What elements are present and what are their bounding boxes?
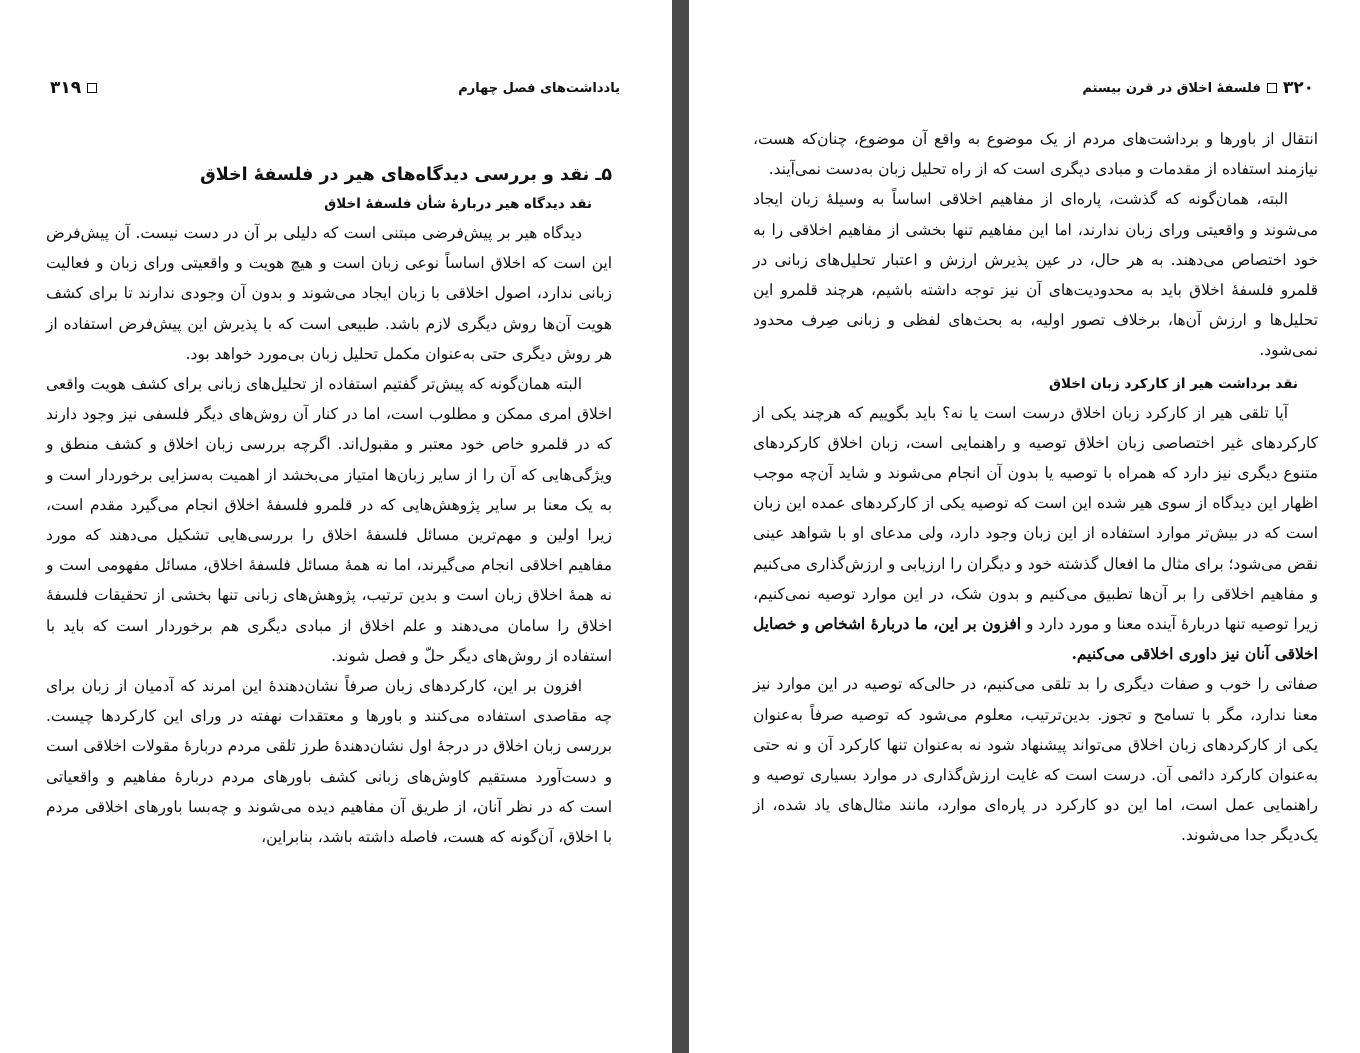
paragraph: انتقال از باورها و برداشت‌های مردم از یک موضوع به واقع آن موضوع، چنان‌که هست، نیازمند استفاده از مقدمات و مبادی دیگری است که از راه تحلیل زبان به‌دست نمی‌آیند. xyxy=(753,130,1318,179)
square-ornament-icon xyxy=(1267,83,1277,93)
book-gutter xyxy=(672,0,689,1053)
right-page xyxy=(689,0,1360,1053)
paragraph-text: آیا تلقی هیر از کارکرد زبان اخلاق درست است یا نه؟ باید بگوییم که هرچند یکی از کارکردهای غیر اختصاصی زبان اخلاق توصیه و راهنمایی است، زبان اخلاق کارکردهای متنوع دیگری نیز دارد که همراه با توصیه یا بدون آن انجام می‌شوند و شاید آن‌چه موجب اظهار این دیدگاه از سوی هیر شده این است که توصیه یکی از کارکردهای عمده این زبان است که در بیش‌تر موارد استفاده از این زبان وجود دارد، ولی مدعای او با شواهد عینی نقض می‌شود؛ برای مثال ما افعال گذشته خود و دیگران را ارزیابی و ارزش‌گذاری می‌کنیم و مفاهیم اخلاقی را بر آن‌ها تطبیق می‌کنیم و بدون شک، در این موارد توصیه نمی‌کنیم، زیرا توصیه تنها دربارهٔ آینده معنا و مورد دارد و xyxy=(753,403,1318,634)
section-title: ۵ـ نقد و بررسی دیدگاه‌های هیر در فلسفهٔ اخلاق xyxy=(200,165,612,185)
running-head-title: فلسفهٔ اخلاق در قرن بیستم xyxy=(1082,80,1261,96)
paragraph: دیدگاه هیر بر پیش‌فرضی مبتنی است که دلیلی بر آن در دست نیست. آن پیش‌فرض این است که اخلاق اساساً نوعی زبان است و هیچ هویت و واقعیتی ورای زبان و فعالیت زبانی ندارد، اصول اخلاقی با زبان ایجاد می‌شوند و بدون آن وجودی ندارند تا برای کشف هویت آن‌ها روش دیگری لازم باشد. طبیعی است که با پذیرش این پیش‌فرض استفاده از هر روش دیگری حتی به‌عنوان مکمل تحلیل زبان بی‌مورد خواهد بود. xyxy=(46,224,612,363)
running-head-title: یادداشت‌های فصل چهارم xyxy=(458,80,620,96)
paragraph: البته همان‌گونه که پیش‌تر گفتیم استفاده از تحلیل‌های زبانی برای کشف هویت واقعی اخلاق امری ممکن و مطلوب است، اما در کنار آن روش‌های دیگر فلسفی نیز وجود دارند که در قلمرو خاص خود معتبر و مقبول‌اند. اگرچه بررسی زبان اخلاق و کشف منطق و ویژگی‌هایی که آن را از سایر زبان‌ها امتیاز می‌بخشد از اهمیت به‌سزایی برخوردار است و به یک معنا بر سایر پژوهش‌هایی که در قلمرو فلسفهٔ اخلاق انجام می‌گیرد مقدم است، زیرا اولین و مهم‌ترین مسائل فلسفهٔ اخلاق را بررسی‌هایی تشکیل می‌دهند که مورد مفاهیم اخلاقی انجام می‌گیرند، اما نه همهٔ مسائل فلسفهٔ اخلاق، مسائل مفهومی است و نه همهٔ اخلاق زبان است و بدین ترتیب، پژوهش‌های زبانی تنها بخشی از تحقیقات فلسفهٔ اخلاق را سامان می‌دهند و علم اخلاق از مبادی دیگری هم برخوردار است که باید با استفاده از روش‌های دیگر حلّ و فصل شوند. xyxy=(46,375,612,665)
page-number: ۳۱۹ xyxy=(50,78,82,98)
paragraph: البته، همان‌گونه که گذشت، پاره‌ای از مفاهیم اخلاقی اساساً به وسیلهٔ زبان ایجاد می‌شوند و واقعیتی ورای زبان ندارند، اما این مفاهیم تنها بخشی از مفاهیم اخلاقی را به خود اختصاص می‌دهند. به هر حال، در عین پذیرش ارزش و اعتبار تحلیل‌های زبانی در قلمرو فلسفهٔ اخلاق باید به محدودیت‌های آن نیز توجه داشته باشیم، هرچند قلمرو این تحلیل‌ها و ارزش آن‌ها، برخلاف تصور اولیه، به بحث‌های لفظی و زبانی صِرف محدود نمی‌شود. xyxy=(753,190,1318,360)
left-page-body xyxy=(46,160,612,852)
paragraph: صفاتی را خوب و صفات دیگری را بد تلقی می‌کنیم، در حالی‌که توصیه در این موارد نیز معنا ندارد، مگر با تسامح و تجوز. بدین‌ترتیب، معلوم می‌شود که توصیه صرفاً به‌عنوان یکی از کارکردهای زبان اخلاق می‌تواند پیشنهاد شود نه به‌عنوان تنها کارکرد آن و نه حتی به‌عنوان کارکرد دائمی آن. درست است که غایت ارزش‌گذاری در موارد بسیاری توصیه و راهنمایی عمل است، اما این دو کارکرد در پاره‌ای موارد، مانند مثال‌های یاد شده، از یک‌دیگر جدا می‌شوند. xyxy=(753,675,1318,845)
right-running-head xyxy=(1082,78,1314,98)
paragraph xyxy=(753,398,1318,670)
left-running-head xyxy=(50,78,620,98)
subsection-title: نقد دیدگاه هیر دربارهٔ شأن فلسفهٔ اخلاق xyxy=(324,196,592,212)
right-page-body xyxy=(753,124,1318,851)
paragraph-bold-tail: افزون بر این، ما دربارهٔ اشخاص و خصایل اخلاقی آنان نیز داوری اخلاقی می‌کنیم. xyxy=(753,615,1318,664)
paragraph: افزون بر این، کارکردهای زبان صرفاً نشان‌دهندهٔ این امرند که آدمیان از زبان برای چه مقاصدی استفاده می‌کنند و باورها و معتقدات نهفته در ورای این کارکردها چیست. بررسی زبان اخلاق در درجهٔ اول نشان‌دهندهٔ طرز تلقی مردم دربارهٔ مقولات اخلاقی است و دست‌آورد مستقیم کاوش‌های زبانی کشف باورهای مردم دربارهٔ مفاهیم و واقعیاتی است که در نظر آنان، از طریق آن مفاهیم دیده می‌شوند و چه‌بسا باورهای اخلاقی مردم با اخلاق، آن‌گونه که هست، فاصله داشته باشد، بنابراین، xyxy=(46,677,612,847)
page-number: ۳۲۰ xyxy=(1282,78,1314,98)
subsection-title: نقد برداشت هیر از کارکرد زبان اخلاق xyxy=(1048,375,1298,392)
left-page xyxy=(0,0,672,1053)
square-ornament-icon xyxy=(87,83,97,93)
